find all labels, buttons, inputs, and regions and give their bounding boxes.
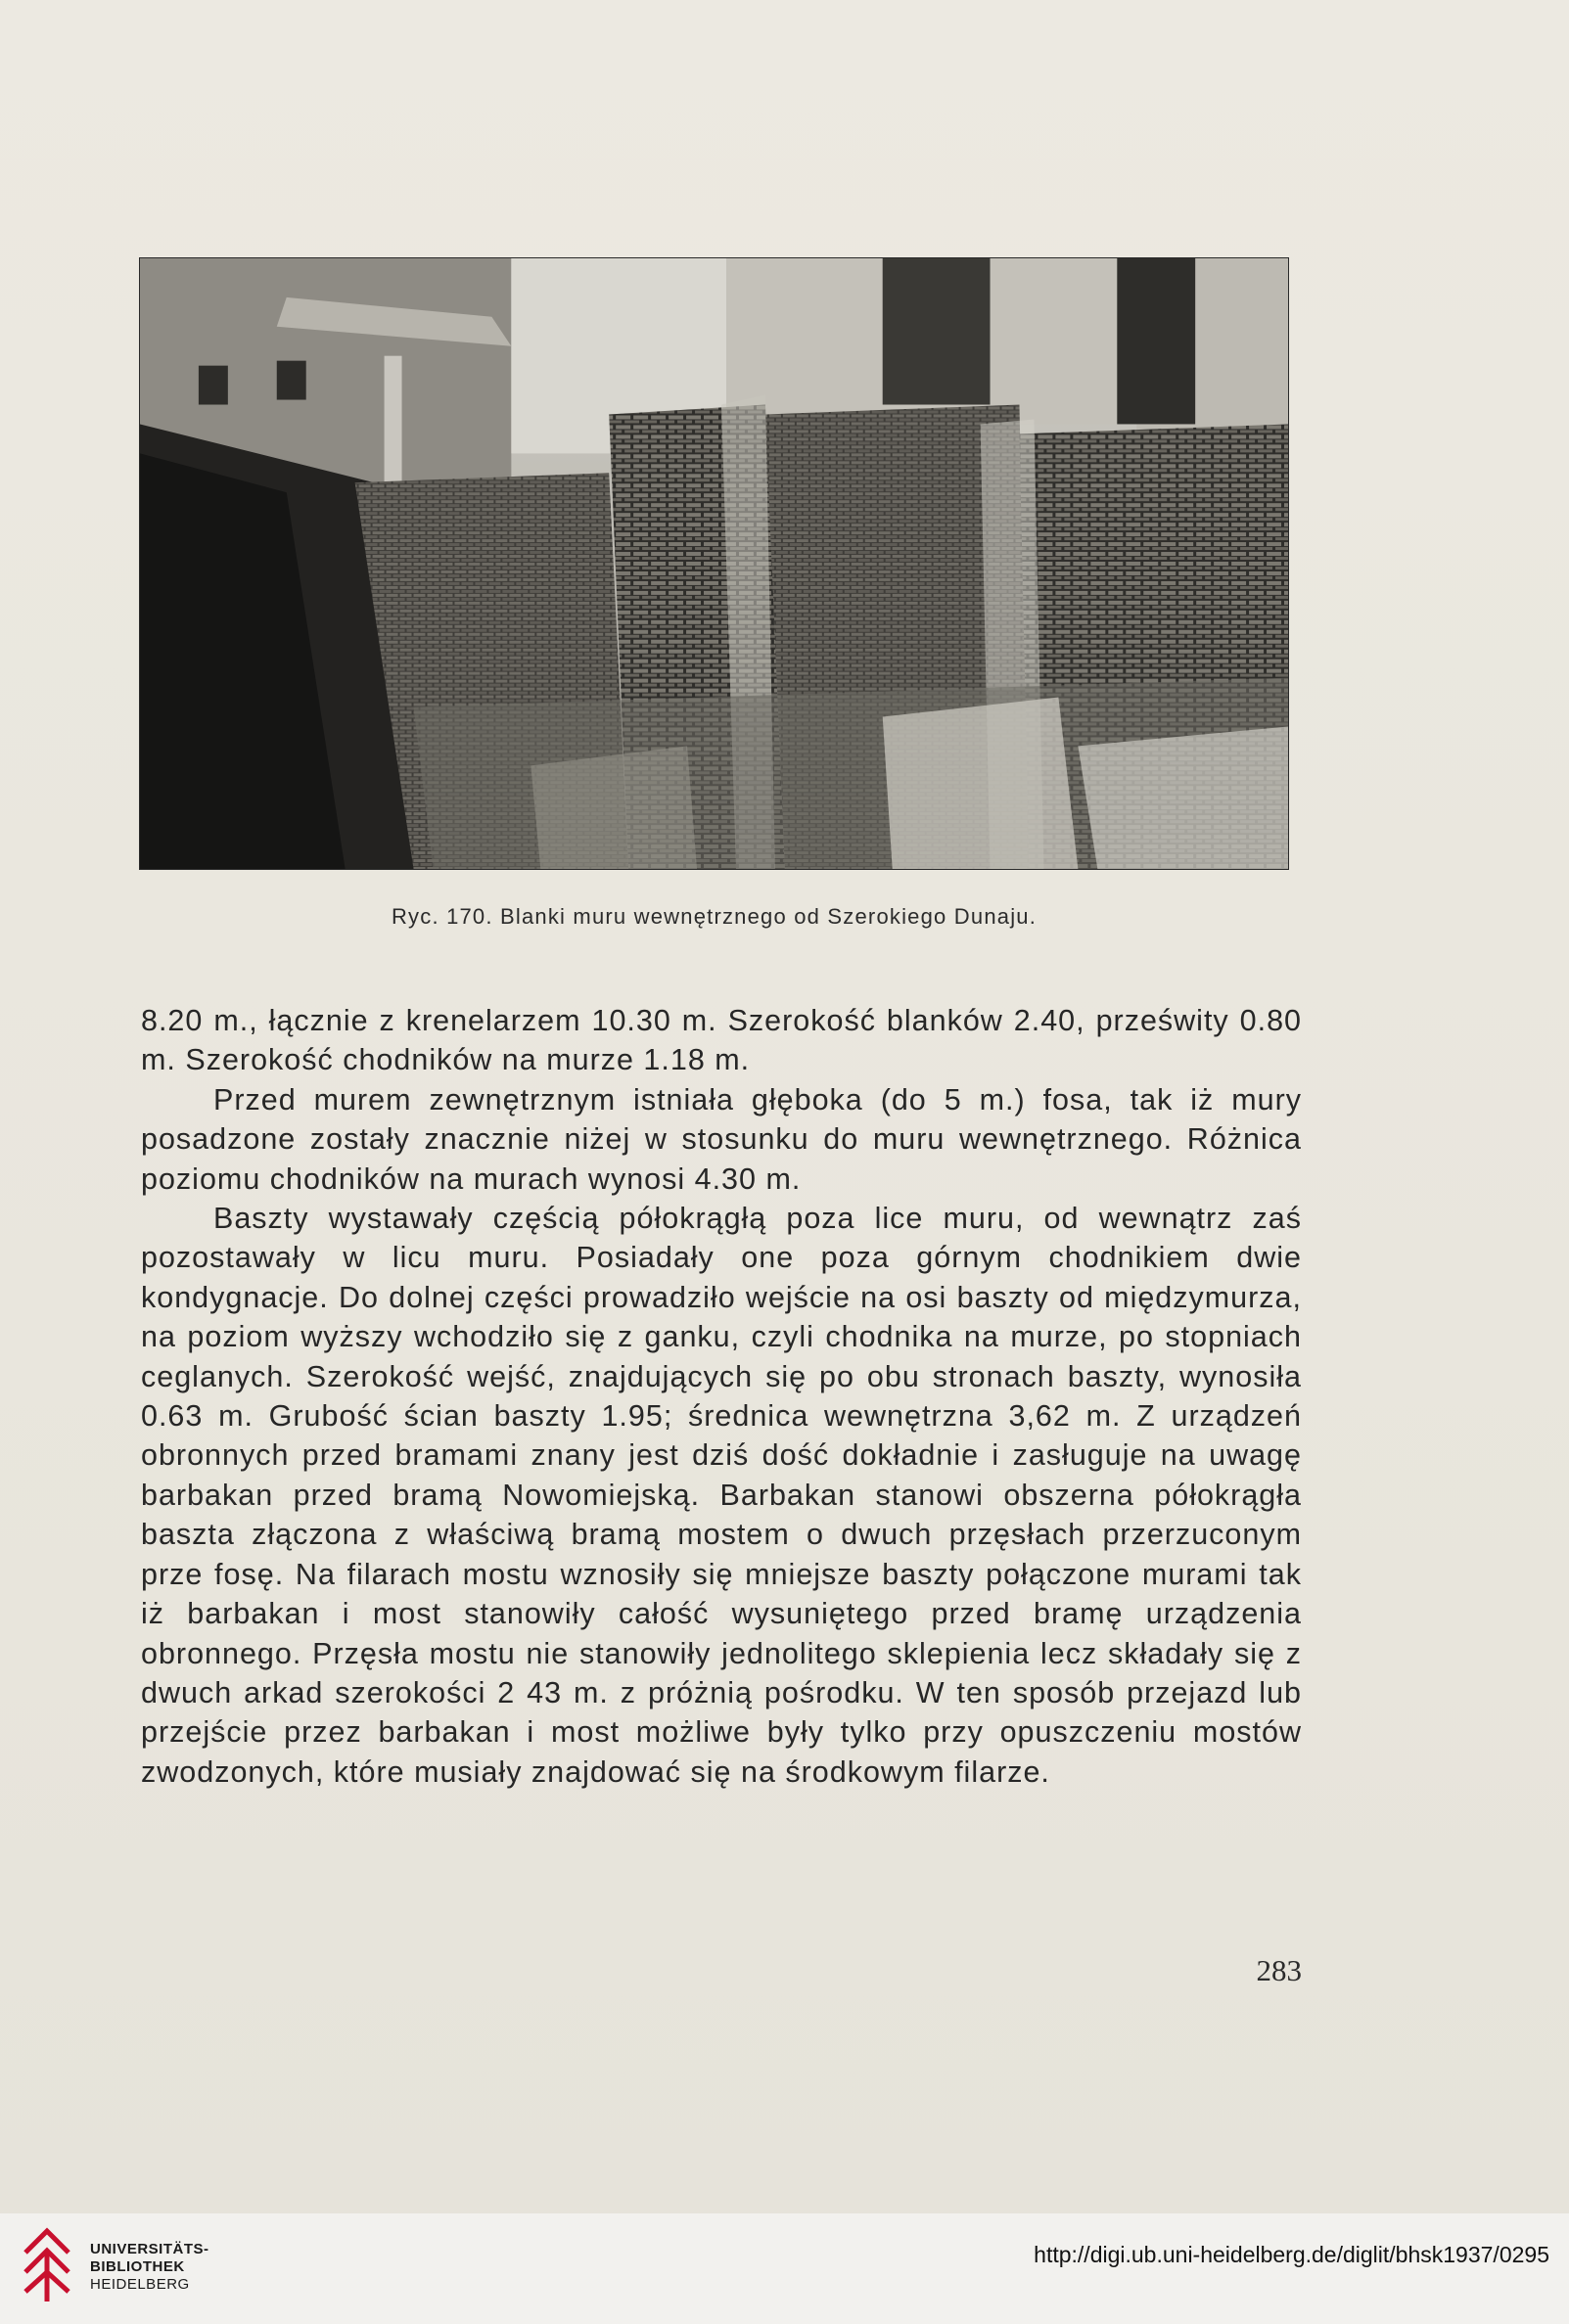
library-name-line-1: UNIVERSITÄTS- — [90, 2241, 209, 2257]
source-url-link[interactable]: http://digi.ub.uni-heidelberg.de/diglit/bhsk1937/0295 — [1034, 2242, 1549, 2267]
paragraph: Przed murem zewnętrznym istniała głęboka (do 5 m.) fosa, tak iż mury posadzone zostały znacznie niżej w stosunku do muru wewnętrznego. Różnica poziomu chodników na murach wynosi 4.30 m. — [141, 1082, 1302, 1196]
university-library-logo-icon[interactable] — [18, 2223, 80, 2311]
library-name-line-2: BIBLIOTHEK — [90, 2258, 185, 2275]
page-number: 283 — [1256, 1953, 1302, 1987]
paragraph: Baszty wystawały częścią półokrągłą poza lice muru, od wewnątrz zaś pozostawały w licu muru. Posiadały one poza górnym chodnikiem dwie kondygnacje. Do dolnej części prowadziło wejście na osi baszty od międzymurza, na poziom wyższy wchodziło się z ganku, czyli chodnika na murze, po stopniach ceglanych. Szerokość wejść, znajdujących się po obu stronach baszty, wynosiła 0.63 m. Grubość ścian baszty 1.95; średnica wewnętrzna 3,62 m. Z urządzeń obronnych przed bramami znany jest dziś dość dokładnie i zasługuje na uwagę barbakan przed bramą Nowomiejską. Barbakan stanowi obszerna półokrągła baszta złączona z właściwą bramą mostem o dwuch przęsłach przerzuconym prze fosę. Na filarach mostu wznosiły się mniejsze baszty połączone murami tak iż barbakan i most stanowiły całość wysuniętego przed bramę urządzenia obronnego. Przęsła mostu nie stanowiły jednolitego sklepienia lecz składały się z dwuch arkad szerokości 2 43 m. z próżnią pośrodku. W ten sposób przejazd lub przejście przez barbakan i most możliwe były tylko przy opuszczeniu mostów zwodzonych, które musiały znajdować się na środkowym filarze. — [141, 1202, 1302, 1789]
footer-bar — [0, 2213, 1569, 2324]
figure-photo-city-wall — [139, 257, 1289, 870]
library-name-line-3: HEIDELBERG — [90, 2276, 190, 2293]
library-name — [90, 2241, 209, 2294]
figure-caption: Ryc. 170. Blanki muru wewnętrznego od Szerokiego Dunaju. — [391, 904, 1038, 929]
body-text — [141, 1001, 1302, 1792]
paragraph: 8.20 m., łącznie z krenelarzem 10.30 m. Szerokość blanków 2.40, prześwity 0.80 m. Szerokość chodników na murze 1.18 m. — [141, 1004, 1302, 1077]
photo-illustration — [140, 258, 1288, 869]
